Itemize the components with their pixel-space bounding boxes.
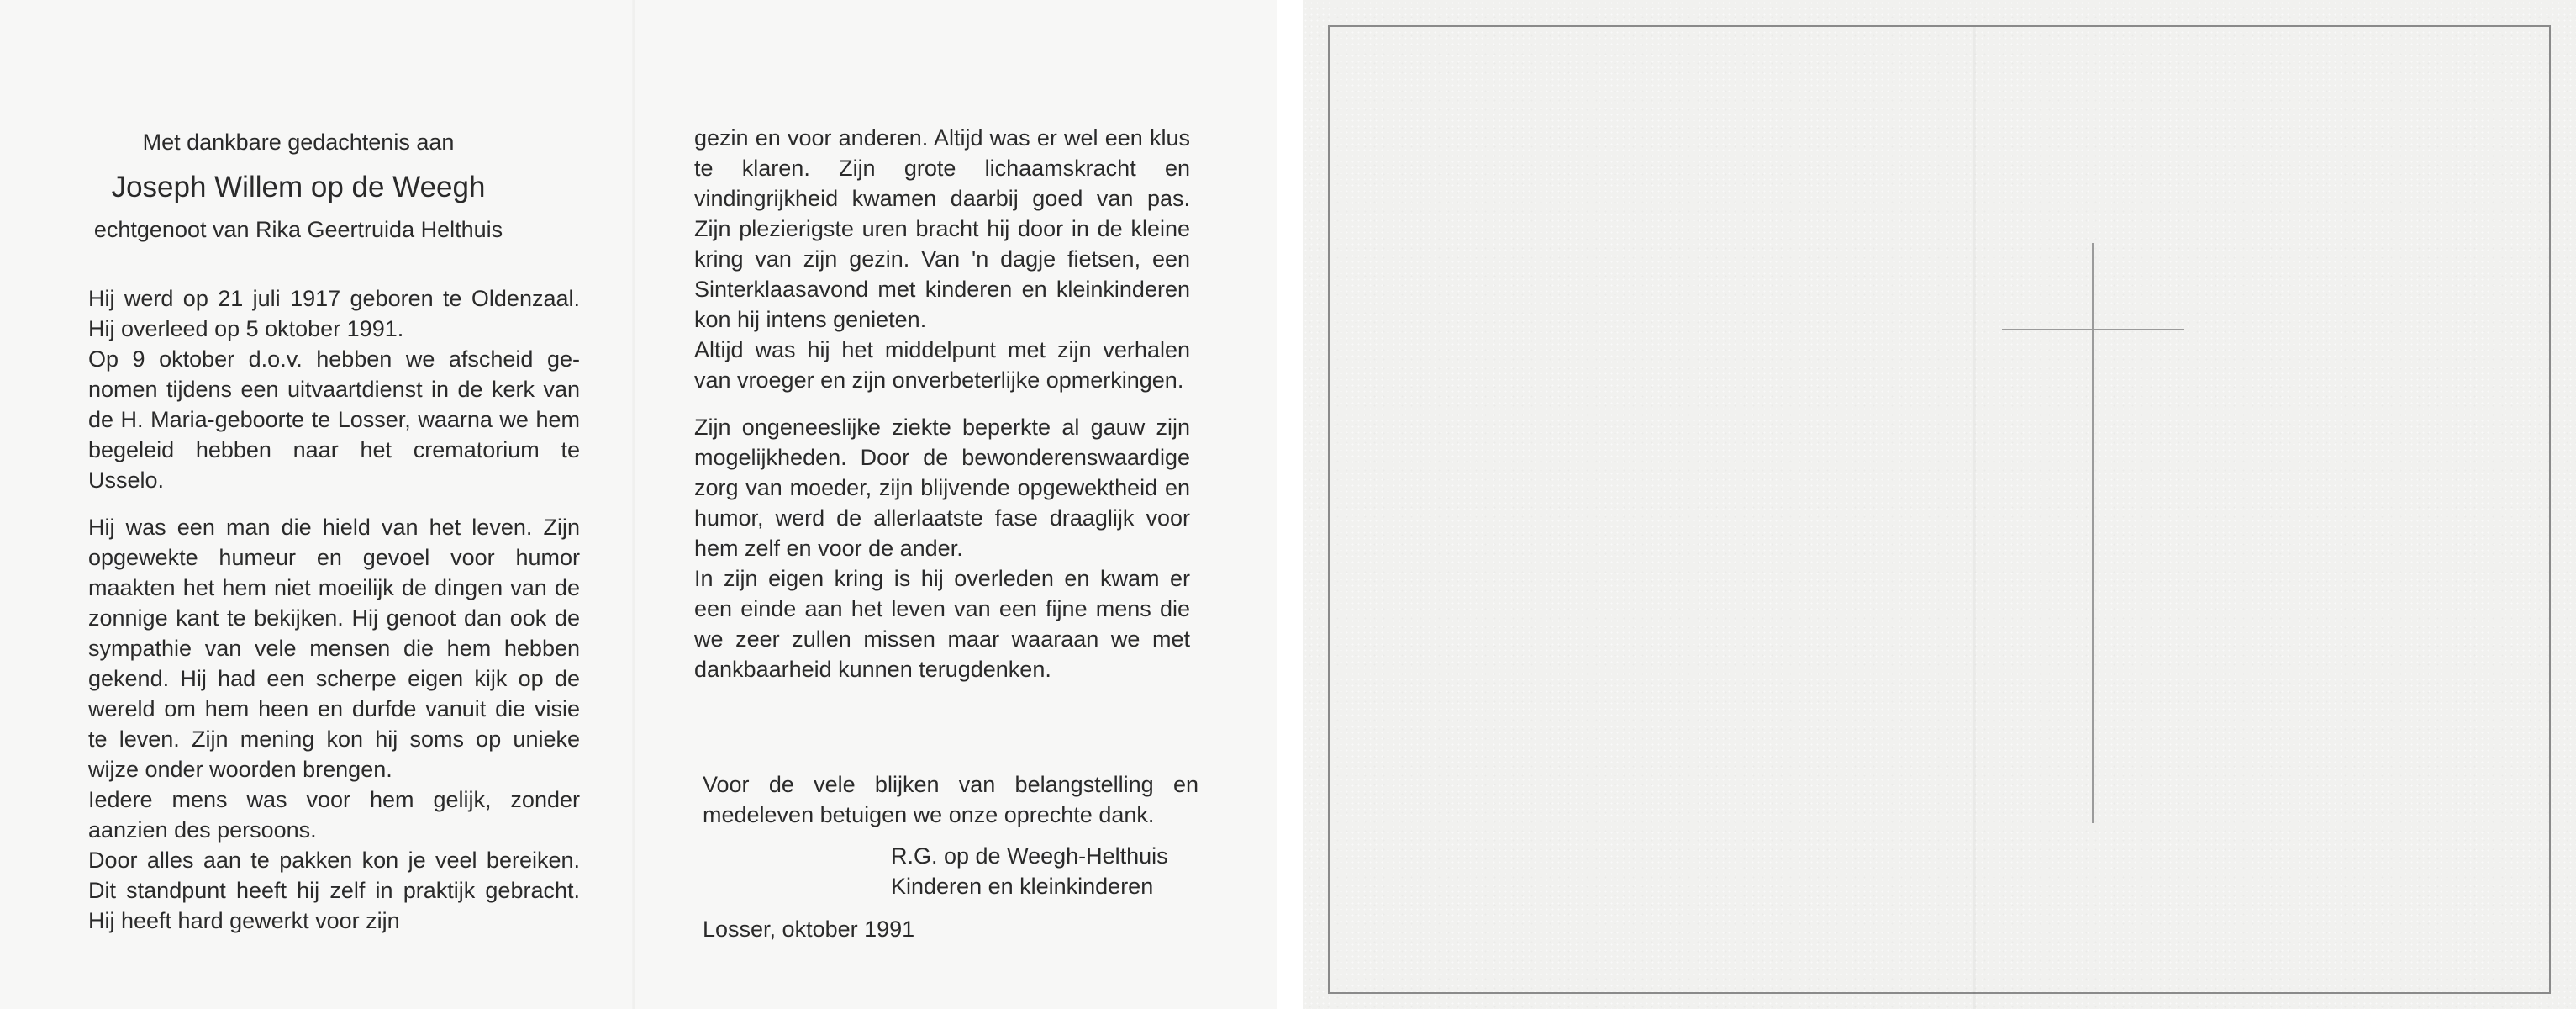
left-paragraph: Door alles aan te pakken kon je veel bereiken. Dit standpunt heeft hij zelf in praktijk gebracht. Hij heeft hard gewerkt voor zijn [88, 848, 580, 933]
right-paragraph: Zijn ongeneeslijke ziekte beperkte al gauw zijn mogelijkheden. Door de bewonderenswaardige zorg van moeder, zijn blijvende opgewektheid en humor, werd de allerlaatste fase draaglijk voor hem zelf en voor de ander. [694, 415, 1190, 561]
card-header [76, 126, 521, 246]
left-paragraph: Op 9 oktober d.o.v. hebben we afscheid genomen tijdens een uitvaartdienst in de kerk van de H. Maria-geboorte te Losser, waarna we hem begeleid hebben naar het crematorium te Usselo. [88, 346, 580, 493]
inner-fold-line [632, 0, 635, 1009]
right-paragraph: Altijd was hij het middelpunt met zijn verhalen van vroeger en zijn onverbeterlijke opmerkingen. [694, 337, 1190, 393]
signature-children: Kinderen en kleinkinderen [891, 874, 1154, 899]
right-paragraph: gezin en voor anderen. Altijd was er wel een klus te klaren. Zijn grote lichaamskracht en vindingrijkheid kwamen daarbij goed van pas. Zijn plezierigste uren bracht hij door in de kleine kring van zijn gezin. Van 'n dagje fietsen, een Sinterklaasavond met kinderen en kleinkinderen kon hij intens genieten. [694, 125, 1190, 332]
signature-block [891, 841, 1168, 901]
right-paragraph: In zijn eigen kring is hij overleden en kwam er een einde aan het leven van een fijne mens die we zeer zullen missen maar waaraan we met dankbaarheid kunnen terugdenken. [694, 566, 1190, 682]
left-paragraph: Hij was een man die hield van het leven. Zijn opgewekte humeur en gevoel voor humor maakten het hem niet moeilijk de dingen van de zonnige kant te bekijken. Hij genoot dan ook de sympathie van vele mensen die hem hebben gekend. Hij had een scherpe eigen kijk op de wereld om hem heen en durfde vanuit die visie te leven. Zijn mening kon hij soms op unieke wijze onder woorden brengen. [88, 515, 580, 782]
scan-gap [1277, 0, 1303, 1009]
deceased-name: Joseph Willem op de Weegh [111, 171, 486, 203]
inner-sheet [0, 0, 1277, 1009]
outer-sheet [1303, 0, 2576, 1009]
thanks-text: Voor de vele blijken van belangstelling en medeleven betuigen we onze oprechte dank. [703, 772, 1198, 827]
signature-family-name: R.G. op de Weegh-Helthuis [891, 843, 1168, 869]
left-paragraph: Iedere mens was voor hem gelijk, zonder aanzien des persoons. [88, 787, 580, 843]
outer-border-frame [1328, 25, 2551, 994]
place-date: Losser, oktober 1991 [703, 917, 915, 942]
left-column [88, 283, 580, 936]
outer-fold-line [1973, 27, 1976, 1009]
left-paragraph: Hij werd op 21 juli 1917 geboren te Oldenzaal. Hij overleed op 5 oktober 1991. [88, 286, 580, 341]
spouse-line: echtgenoot van Rika Geertruida Helthuis [93, 217, 503, 242]
cross-horizontal-bar [2002, 329, 2184, 330]
intro-line: Met dankbare gedachtenis aan [142, 129, 455, 155]
right-column [694, 123, 1190, 684]
